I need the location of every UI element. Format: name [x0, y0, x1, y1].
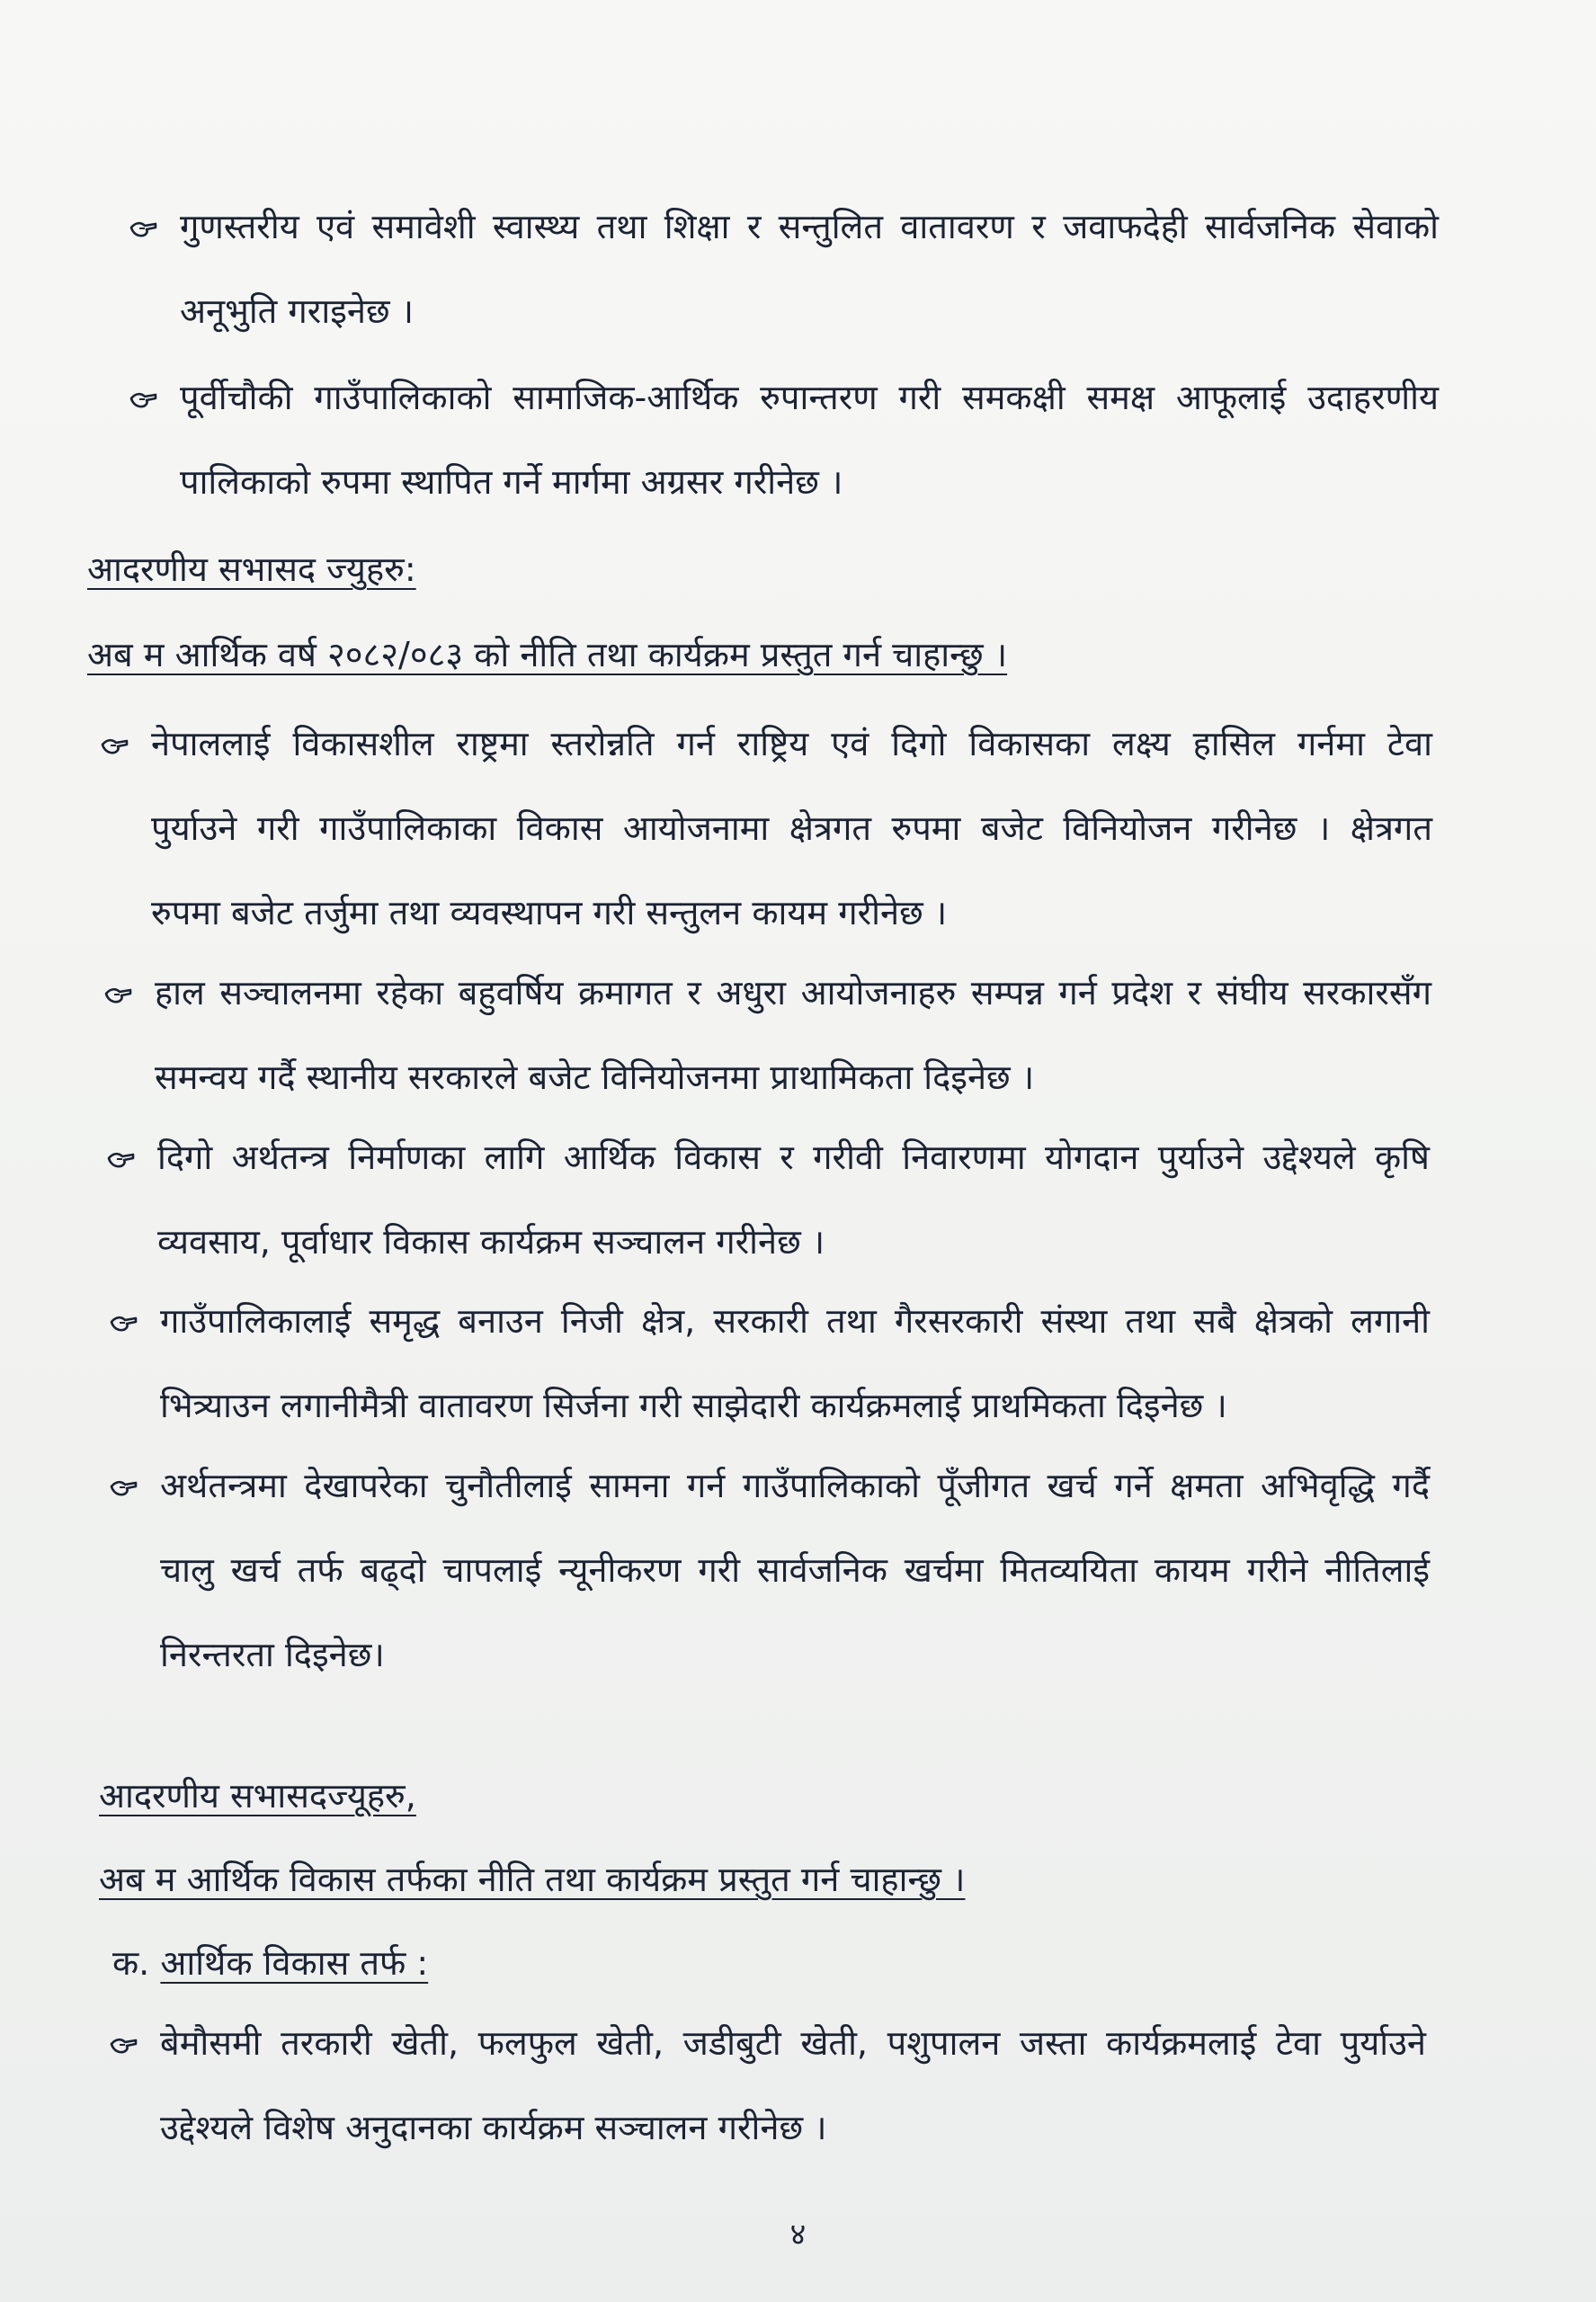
- list-item: [157, 1115, 1430, 1284]
- list-item: [180, 355, 1439, 524]
- text-line: हाल सञ्चालनमा रहेका बहुवर्षिय क्रमागत र अधुरा आयोजनाहरु सम्पन्न गर्न प्रदेश र संघीय सरकारसँग: [155, 973, 1431, 1013]
- hand-pointer-icon: [106, 1443, 142, 1528]
- subheading: [112, 1936, 428, 1990]
- text-line: अनूभुति गराइनेछ ।: [180, 291, 415, 331]
- text-line: गाउँपालिकालाई समृद्ध बनाउन निजी क्षेत्र, सरकारी तथा गैरसरकारी संस्था तथा सबै क्षेत्रको लगानी: [160, 1301, 1430, 1341]
- hand-pointer-icon: [101, 950, 137, 1035]
- text-line: निरन्तरता दिइनेछ।: [160, 1635, 385, 1674]
- list-item: [160, 1279, 1430, 1448]
- intro-heading: अब म आर्थिक विकास तर्फका नीति तथा कार्यक्रम प्रस्तुत गर्न चाहान्छु ।: [99, 1860, 966, 1899]
- hand-pointer-icon: [106, 1279, 142, 1363]
- text-line: पुर्याउने गरी गाउँपालिकाका विकास आयोजनामा क्षेत्रगत रुपमा बजेट विनियोजन गरीनेछ । क्षेत्रगत: [151, 808, 1432, 848]
- list-item: [151, 701, 1432, 955]
- text-line: उद्देश्यले विशेष अनुदानका कार्यक्रम सञ्चालन गरीनेछ ।: [160, 2108, 827, 2147]
- text-line: व्यवसाय, पूर्वाधार विकास कार्यक्रम सञ्चालन गरीनेछ ।: [157, 1222, 825, 1262]
- hand-pointer-icon: [126, 355, 162, 440]
- salutation-heading: आदरणीय सभासदज्यूहरु,: [99, 1776, 416, 1816]
- text-line: नेपाललाई विकासशील राष्ट्रमा स्तरोन्नति गर्न राष्ट्रिय एवं दिगो विकासका लक्ष्य हासिल गर्नमा टेवा: [151, 724, 1432, 763]
- text-line: अर्थतन्त्रमा देखापरेका चुनौतीलाई सामना गर्न गाउँपालिकाको पूँजीगत खर्च गर्ने क्षमता अभिवृद्धि गर्दै: [160, 1466, 1430, 1505]
- hand-pointer-icon: [103, 1115, 139, 1200]
- hand-pointer-icon: [97, 701, 133, 786]
- salutation-heading: आदरणीय सभासद ज्युहरु:: [87, 549, 416, 589]
- text-line: पूर्वीचौकी गाउँपालिकाको सामाजिक-आर्थिक रुपान्तरण गरी समकक्षी समक्ष आफूलाई उदाहरणीय: [180, 378, 1439, 417]
- intro-heading: अब म आर्थिक वर्ष २०८२/०८३ को नीति तथा कार्यक्रम प्रस्तुत गर्न चाहान्छु ।: [87, 635, 1008, 674]
- text-line: भित्र्याउन लगानीमैत्री वातावरण सिर्जना गरी साझेदारी कार्यक्रमलाई प्राथमिकता दिइनेछ ।: [160, 1386, 1227, 1425]
- list-item: [155, 950, 1431, 1120]
- text-line: चालु खर्च तर्फ बढ्दो चापलाई न्यूनीकरण गरी सार्वजनिक खर्चमा मितव्ययिता कायम गरीने नीतिलाई: [160, 1550, 1430, 1590]
- list-item: [160, 2001, 1426, 2170]
- page-number: ४: [789, 2217, 807, 2253]
- text-line: गुणस्तरीय एवं समावेशी स्वास्थ्य तथा शिक्षा र सन्तुलित वातावरण र जवाफदेही सार्वजनिक सेवाको: [180, 207, 1439, 246]
- list-item: [160, 1443, 1430, 1697]
- subheading-text: आर्थिक विकास तर्फ :: [160, 1943, 429, 1983]
- list-item: [180, 184, 1439, 353]
- text-line: बेमौसमी तरकारी खेती, फलफुल खेती, जडीबुटी खेती, पशुपालन जस्ता कार्यक्रमलाई टेवा पुर्याउने: [160, 2023, 1426, 2063]
- hand-pointer-icon: [126, 184, 162, 269]
- text-line: पालिकाको रुपमा स्थापित गर्ने मार्गमा अग्रसर गरीनेछ ।: [180, 462, 843, 502]
- text-line: दिगो अर्थतन्त्र निर्माणका लागि आर्थिक विकास र गरीवी निवारणमा योगदान पुर्याउने उद्देश्यले कृषि: [157, 1138, 1430, 1177]
- subheading-prefix: क.: [112, 1943, 150, 1983]
- hand-pointer-icon: [106, 2001, 142, 2085]
- text-line: रुपमा बजेट तर्जुमा तथा व्यवस्थापन गरी सन्तुलन कायम गरीनेछ ।: [151, 893, 948, 932]
- text-line: समन्वय गर्दै स्थानीय सरकारले बजेट विनियोजनमा प्राथामिकता दिइनेछ ।: [155, 1057, 1035, 1097]
